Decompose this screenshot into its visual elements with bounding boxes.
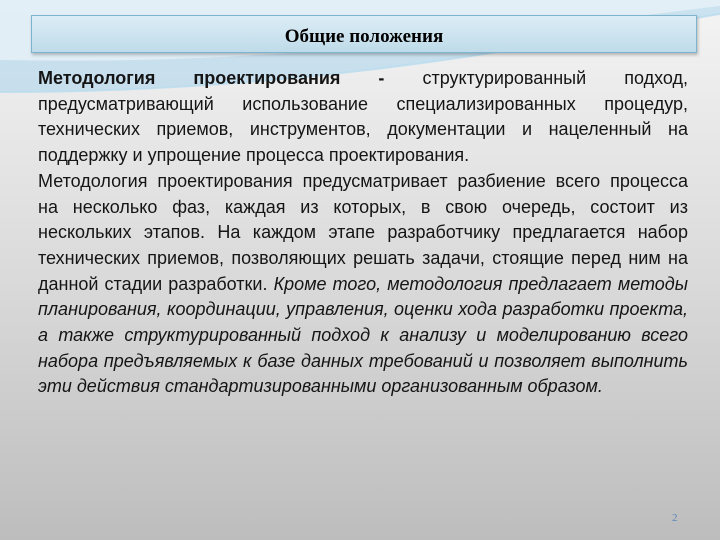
body-text bbox=[38, 66, 688, 400]
slide-title: Общие положения bbox=[284, 26, 444, 47]
title-box bbox=[31, 15, 697, 53]
defined-term: Методология проектирования - bbox=[38, 68, 385, 88]
description-italic-text: Кроме того, методология предлагает методы планирования, координации, управления, оценки хода разработки проекта, а также структурированный подход к анализу и моделированию всего набора предъявляемых к базе данных требований и позволяет выполнить эти действия стандартизированными организованным образом. bbox=[38, 273, 688, 397]
paragraph-description bbox=[38, 169, 688, 400]
description-text: Методология проектирования предусматривает разбиение всего процесса на несколько фаз, каждая из которых, в свою очередь, состоит из нескольких этапов. На каждом этапе разработчику предлагается набор технических приемов, позволяющих решать задачи, стоящие перед ним на данной стадии разработки. bbox=[38, 170, 688, 294]
page-number: 2 bbox=[672, 512, 678, 524]
definition-text: структурированный подход, предусматривающий использование специализированных процедур, технических приемов, инструментов, документации и нацеленный на поддержку и упрощение процесса проектирования. bbox=[38, 68, 688, 166]
paragraph-definition bbox=[38, 66, 688, 169]
